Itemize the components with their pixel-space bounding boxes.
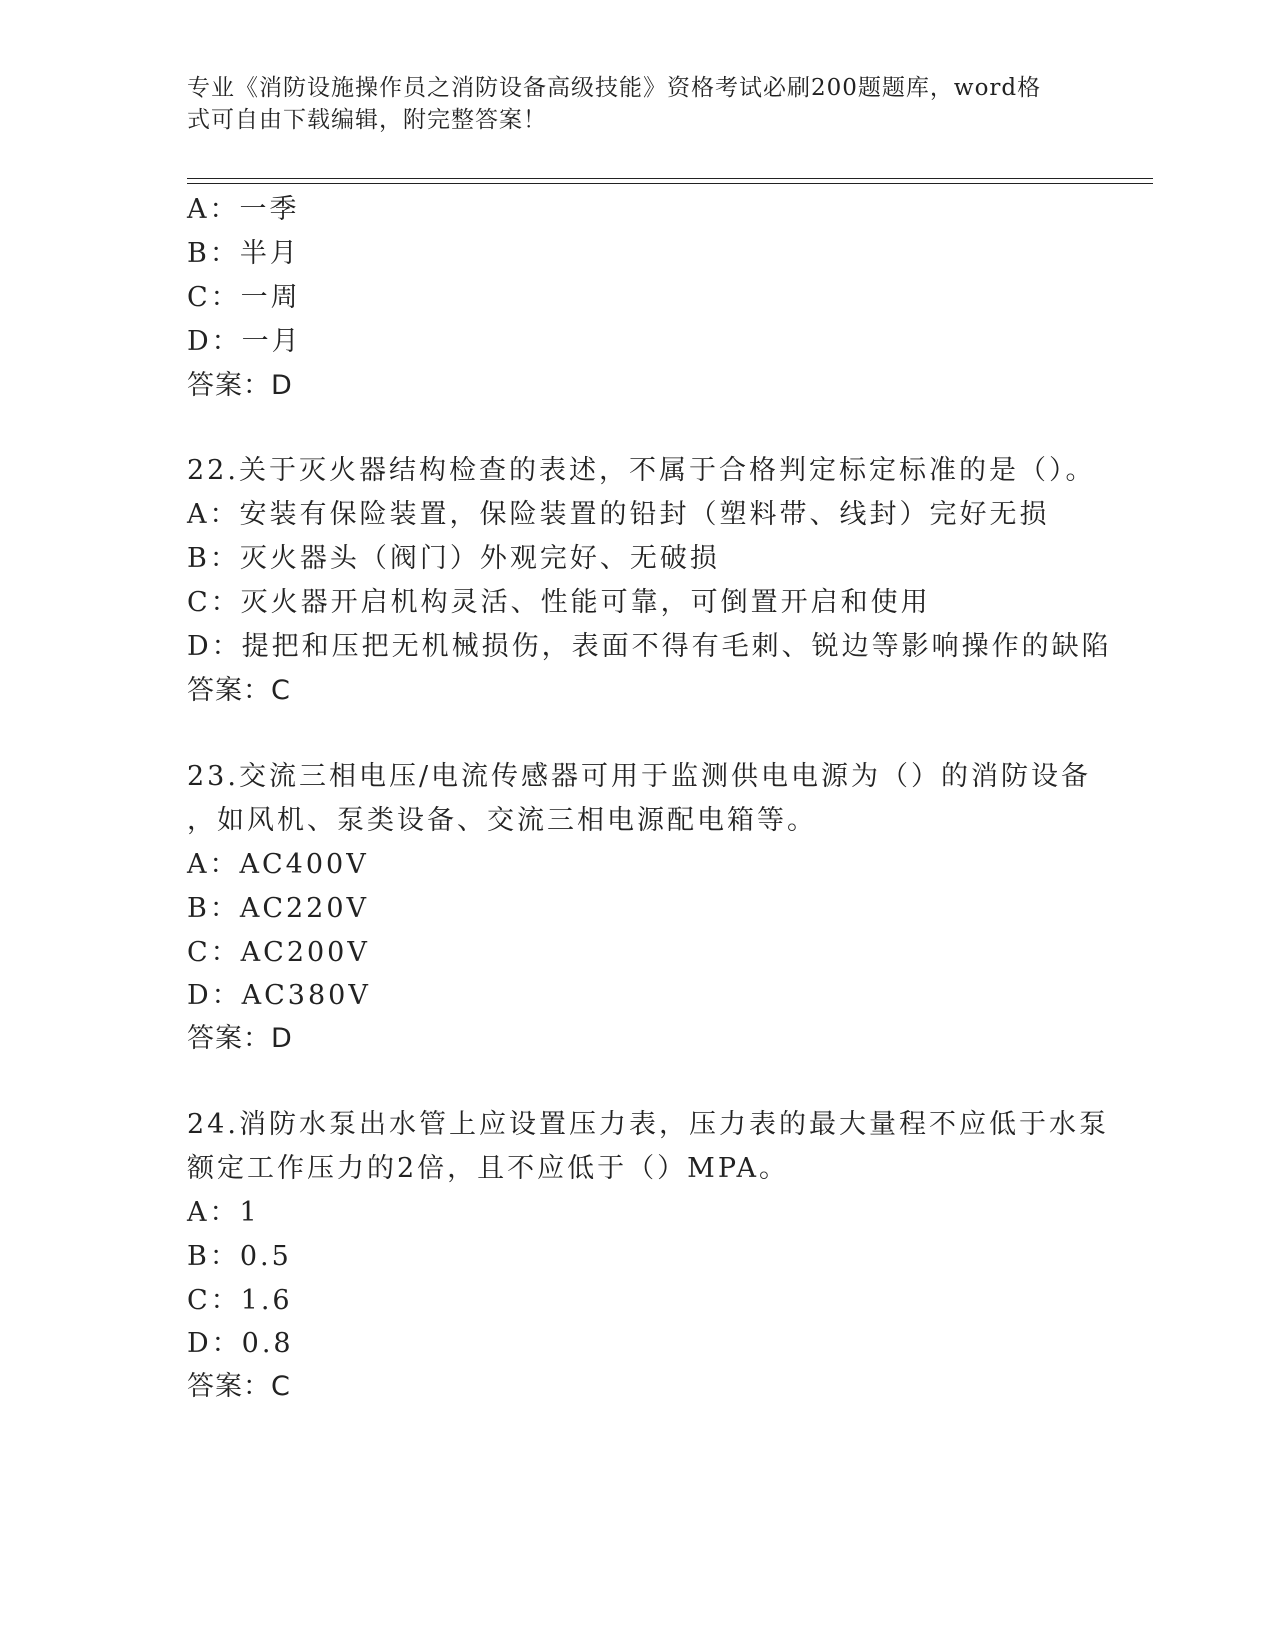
document-header — [187, 72, 1067, 136]
q22-option-a: A：安装有保险装置，保险装置的铅封（塑料带、线封）完好无损 — [187, 499, 1050, 530]
q23-option-b: B：AC220V — [187, 893, 370, 924]
header-line-2: 式可自由下载编辑，附完整答案！ — [187, 107, 547, 133]
q22-option-b: B：灭火器头（阀门）外观完好、无破损 — [187, 543, 720, 574]
q24-stem-line-2: 额定工作压力的2倍，且不应低于（）MPA。 — [187, 1153, 790, 1184]
q24-option-b: B：0.5 — [187, 1241, 292, 1272]
q24-option-c: C：1.6 — [187, 1285, 293, 1316]
q24-option-d: D：0.8 — [187, 1328, 294, 1359]
q23-stem-line-1: 23.交流三相电压/电流传感器可用于监测供电电源为（）的消防设备 — [187, 761, 1092, 792]
q24-answer: 答案：C — [187, 1371, 291, 1402]
header-line-1: 专业《消防设施操作员之消防设备高级技能》资格考试必刷200题题库，word格 — [187, 75, 1042, 101]
q23-option-a: A：AC400V — [187, 849, 369, 880]
prev-option-d: D：一月 — [187, 326, 302, 357]
prev-option-a: A：一季 — [187, 194, 300, 225]
prev-option-b: B：半月 — [187, 238, 300, 269]
q23-option-c: C：AC200V — [187, 937, 370, 968]
q23-stem-line-2: ，如风机、泵类设备、交流三相电源配电箱等。 — [187, 805, 817, 836]
q22-option-c: C：灭火器开启机构灵活、性能可靠，可倒置开启和使用 — [187, 587, 931, 618]
prev-option-c: C：一周 — [187, 282, 301, 313]
q22-option-d: D：提把和压把无机械损伤，表面不得有毛刺、锐边等影响操作的缺陷 — [187, 631, 1112, 662]
q22-stem: 22.关于灭火器结构检查的表述，不属于合格判定标定标准的是（）。 — [187, 455, 1096, 486]
q23-option-d: D：AC380V — [187, 980, 371, 1011]
header-divider-bottom — [187, 183, 1153, 184]
q24-option-a: A：1 — [187, 1197, 260, 1228]
prev-answer: 答案：D — [187, 370, 293, 401]
header-divider-top — [187, 178, 1153, 179]
q22-answer: 答案：C — [187, 675, 291, 706]
q24-stem-line-1: 24.消防水泵出水管上应设置压力表，压力表的最大量程不应低于水泵 — [187, 1109, 1109, 1140]
q23-answer: 答案：D — [187, 1023, 293, 1054]
